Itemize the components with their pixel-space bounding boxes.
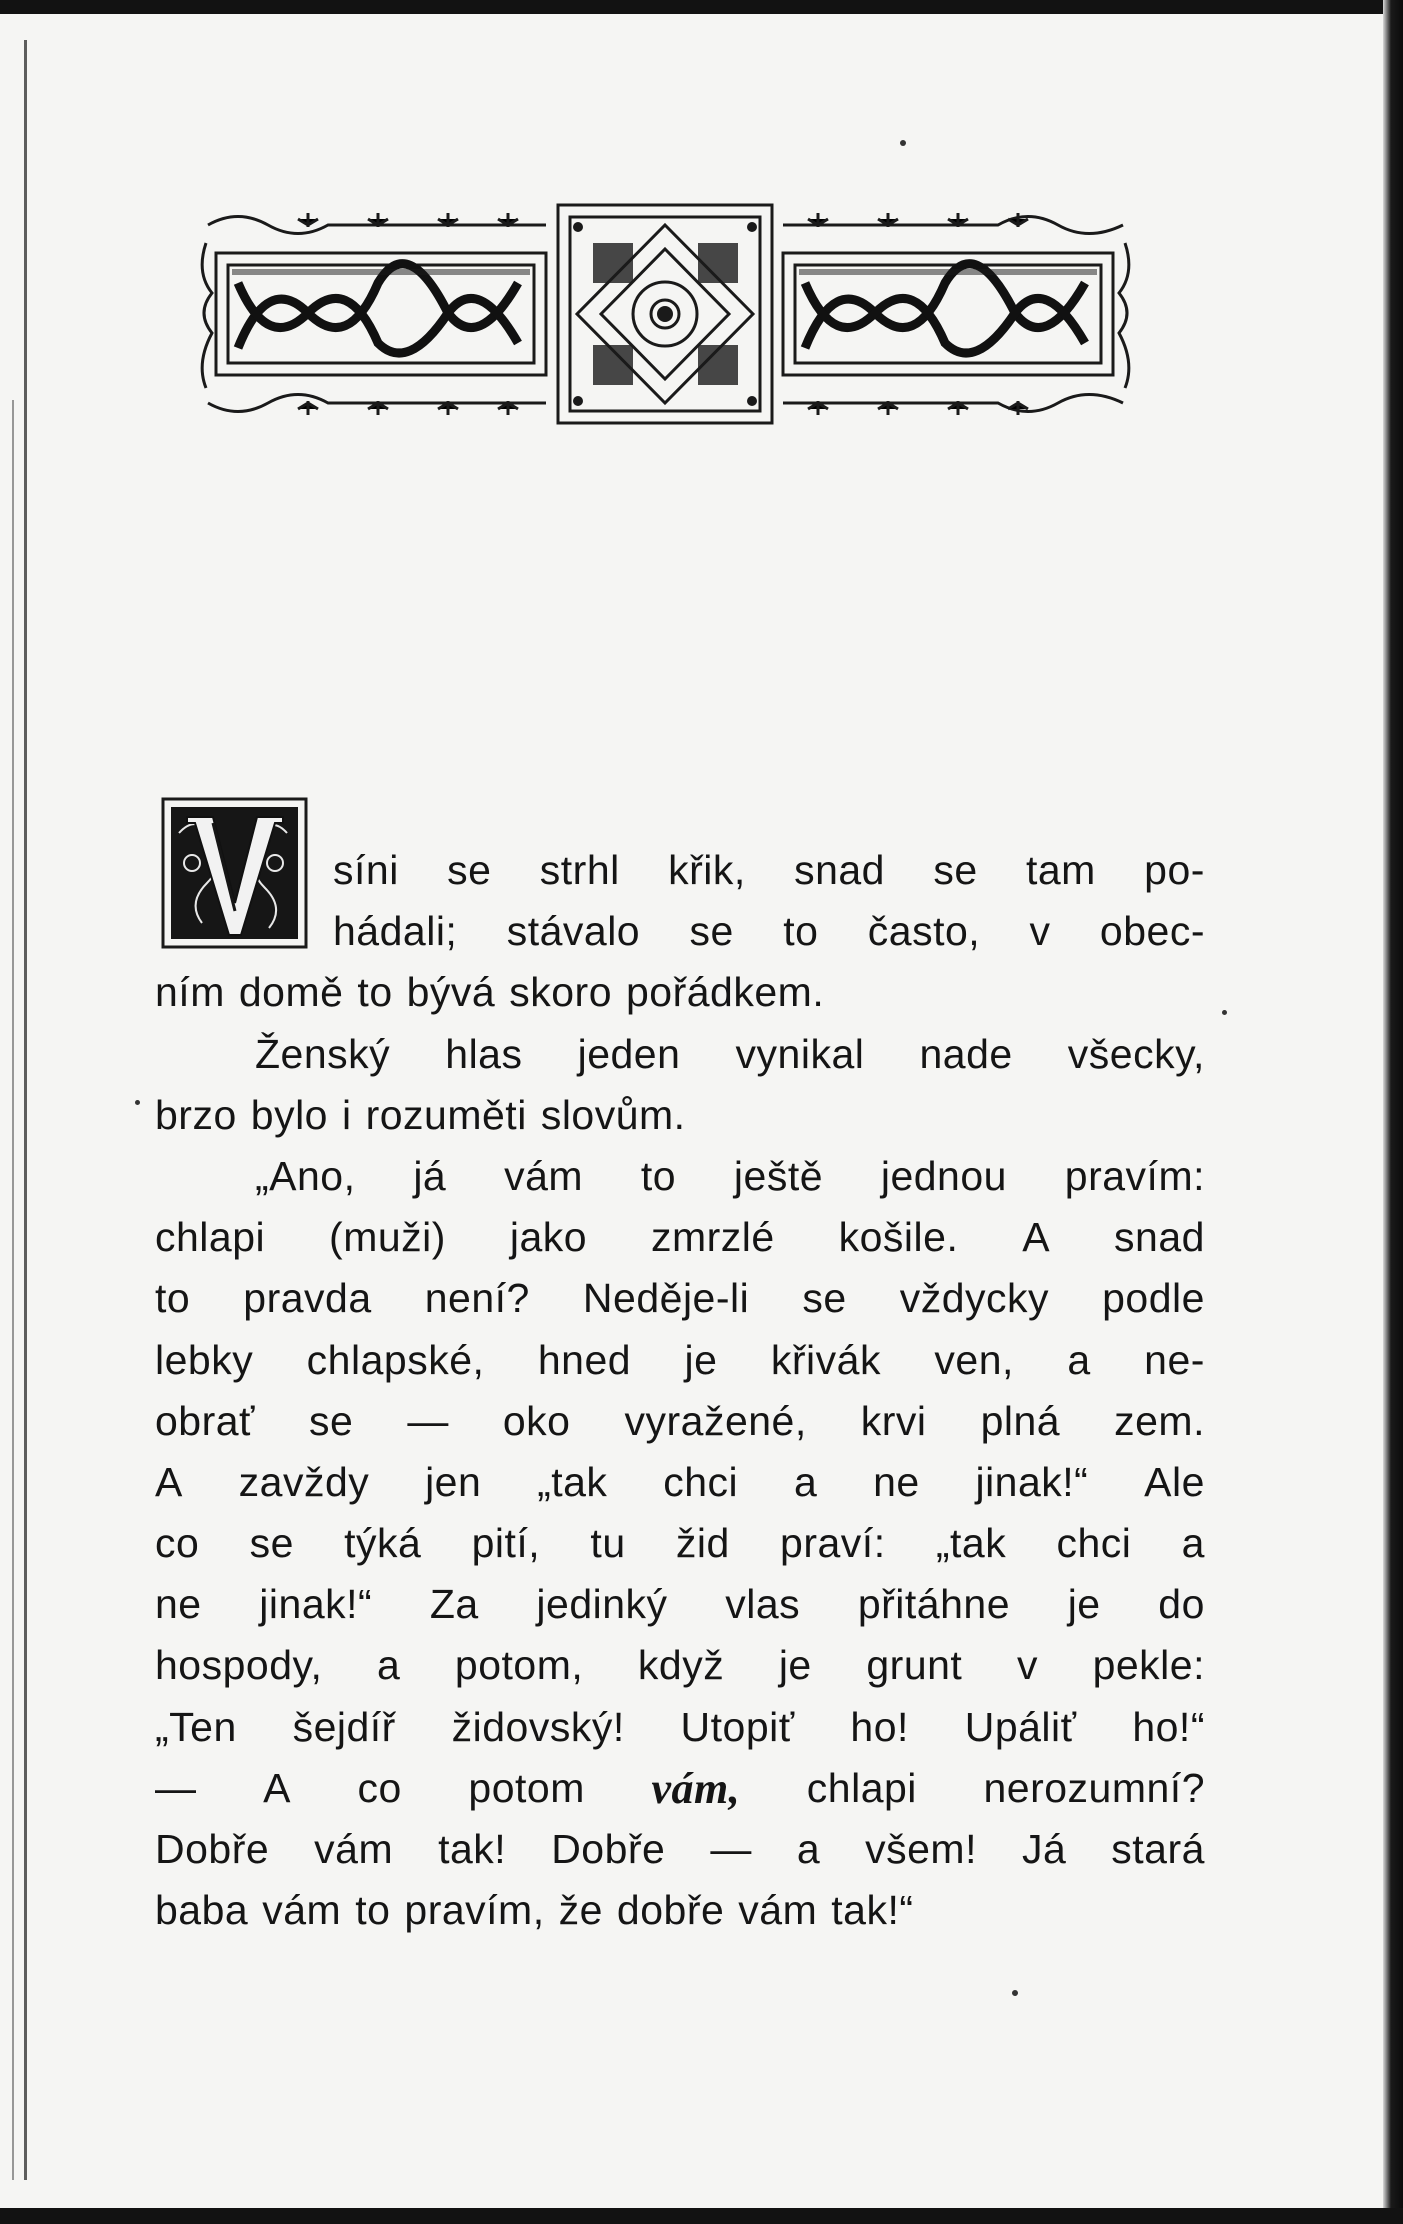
word: a <box>793 1458 818 1505</box>
word: zem. <box>1114 1397 1205 1444</box>
word: zmrzlé <box>650 1214 775 1261</box>
word: tu <box>590 1520 626 1567</box>
word: strhl <box>539 847 620 893</box>
word: ním <box>155 969 225 1016</box>
spine-line <box>24 40 27 2180</box>
word: to <box>155 1275 191 1322</box>
text-line <box>155 1024 1205 1085</box>
word: chlapi <box>806 1764 917 1811</box>
word: je <box>1067 1581 1101 1628</box>
word: v <box>1016 1642 1038 1689</box>
word: stará <box>1111 1826 1205 1872</box>
text-line <box>155 1574 1205 1635</box>
word: plná <box>980 1397 1061 1444</box>
word: Dobře <box>155 1826 270 1872</box>
word: se <box>447 847 492 893</box>
word: slovům. <box>540 1091 686 1138</box>
word: lebky <box>155 1336 254 1383</box>
word: týká <box>344 1520 422 1567</box>
scan-speck <box>900 140 906 146</box>
word: vám <box>738 1887 818 1934</box>
word: jeden <box>577 1030 681 1077</box>
word: pořádkem. <box>626 969 825 1016</box>
paragraph-2 <box>155 1024 1205 1146</box>
word: chlapi <box>155 1214 266 1261</box>
paragraph-1 <box>155 840 1205 1024</box>
word: grunt <box>866 1642 963 1689</box>
word: jinak!“ <box>259 1581 373 1628</box>
word: baba <box>155 1887 249 1934</box>
scan-edge-bottom <box>0 2208 1403 2224</box>
word: to <box>355 1887 391 1934</box>
word: stávalo <box>506 908 641 955</box>
word: pravda <box>243 1275 372 1322</box>
word: domě <box>238 969 344 1016</box>
word: po- <box>1144 847 1205 893</box>
word: vyražené, <box>624 1397 807 1444</box>
word: a <box>376 1642 401 1689</box>
word: vynikal <box>735 1030 865 1077</box>
word: košile. <box>838 1214 959 1261</box>
word: hospody, <box>155 1642 323 1689</box>
word: jako <box>509 1214 588 1261</box>
word: se <box>249 1520 294 1567</box>
scan-speck <box>1012 1990 1018 1996</box>
text-line <box>155 1085 1205 1146</box>
word: vlas <box>725 1581 801 1628</box>
word: já <box>413 1152 447 1199</box>
scan-speck <box>135 1100 140 1105</box>
word: pravím: <box>1064 1152 1205 1199</box>
word: — <box>710 1826 752 1872</box>
body-text <box>155 840 1205 1941</box>
word: a <box>1181 1520 1205 1567</box>
text-line <box>155 840 1205 901</box>
word: hned <box>537 1336 632 1383</box>
text-line <box>155 1452 1205 1513</box>
text-line <box>155 962 1205 1023</box>
word: jednou <box>880 1152 1007 1199</box>
word: bývá <box>406 969 496 1016</box>
word: vám, <box>651 1763 741 1813</box>
word: a <box>796 1826 821 1872</box>
text-line <box>155 1268 1205 1329</box>
word: bylo <box>250 1091 328 1138</box>
word: hádali; <box>333 908 458 955</box>
word: do <box>1158 1581 1205 1628</box>
word: ještě <box>733 1152 824 1199</box>
word: ven, <box>934 1336 1014 1383</box>
word: jedinký <box>536 1581 668 1628</box>
word: chci <box>1056 1520 1132 1567</box>
word: hlas <box>445 1030 523 1077</box>
text-line <box>155 1819 1205 1880</box>
word: Za <box>429 1581 479 1628</box>
word: „tak <box>935 1520 1007 1567</box>
word: je <box>684 1336 718 1383</box>
decorative-headpiece <box>198 203 1133 425</box>
spine-shadow <box>12 400 14 2180</box>
word: „Ten <box>155 1703 237 1750</box>
text-line <box>155 1207 1205 1268</box>
word: tam <box>1025 847 1096 893</box>
word: brzo <box>155 1091 237 1138</box>
word: podle <box>1102 1275 1205 1322</box>
word: Já <box>1021 1826 1067 1872</box>
word: snad <box>794 847 885 893</box>
word: křivák <box>770 1336 881 1383</box>
word: to <box>640 1152 677 1199</box>
word: skoro <box>509 969 612 1016</box>
scan-edge-top <box>0 0 1403 14</box>
word: se <box>308 1397 354 1444</box>
paragraph-3 <box>155 1146 1205 1941</box>
word: Upáliť <box>964 1703 1077 1750</box>
word: (muži) <box>329 1214 446 1261</box>
word: vám <box>504 1152 584 1199</box>
word: nade <box>919 1030 1013 1077</box>
word: šejdíř <box>292 1703 396 1750</box>
word: žid <box>675 1520 730 1567</box>
word: není? <box>424 1275 530 1322</box>
word: i <box>341 1091 352 1138</box>
text-line <box>155 1880 1205 1941</box>
scan-edge-right <box>1383 0 1403 2224</box>
word: Utopiť <box>680 1703 795 1750</box>
text-line <box>155 1635 1205 1696</box>
word: obrať <box>155 1397 255 1444</box>
text-line <box>155 1513 1205 1574</box>
word: co <box>357 1764 402 1811</box>
scan-speck <box>1222 1010 1227 1015</box>
word: pravím, <box>404 1887 545 1934</box>
word: chlapské, <box>306 1336 485 1383</box>
word: Ale <box>1144 1458 1205 1505</box>
word: oko <box>502 1397 571 1444</box>
word: chci <box>663 1458 739 1505</box>
word: Dobře <box>551 1826 666 1872</box>
word: se <box>933 847 978 893</box>
word: že <box>558 1887 603 1934</box>
word: přitáhne <box>857 1581 1010 1628</box>
word: — <box>407 1397 449 1444</box>
word: křik, <box>668 847 746 893</box>
text-line <box>155 1697 1205 1758</box>
text-line <box>155 1330 1205 1391</box>
word: se <box>689 908 734 955</box>
word: ho!“ <box>1132 1703 1205 1750</box>
text-line <box>155 1391 1205 1452</box>
word: jinak!“ <box>975 1458 1089 1505</box>
word: často, <box>867 908 981 955</box>
word: zavždy <box>238 1458 370 1505</box>
word: A <box>155 1458 183 1505</box>
word: co <box>155 1520 200 1567</box>
word: síni <box>333 847 399 893</box>
word: se <box>802 1275 847 1322</box>
text-line-with-emphasis <box>155 1758 1205 1819</box>
word: pekle: <box>1092 1642 1205 1689</box>
word: tak! <box>438 1826 507 1872</box>
word: ne- <box>1144 1336 1205 1383</box>
word: A <box>263 1764 291 1811</box>
text-line <box>155 901 1205 962</box>
word: potom <box>468 1764 585 1811</box>
word: obec- <box>1099 908 1205 955</box>
word: ne <box>155 1581 202 1628</box>
word: dobře <box>616 1887 725 1934</box>
word: Neděje-li <box>582 1275 750 1322</box>
word: to <box>357 969 393 1016</box>
word: všem! <box>865 1826 977 1872</box>
word: jen <box>425 1458 482 1505</box>
word: praví: <box>780 1520 886 1567</box>
word: když <box>637 1642 725 1689</box>
word: ho! <box>850 1703 909 1750</box>
word: tak!“ <box>831 1887 914 1934</box>
word: rozuměti <box>365 1091 527 1138</box>
word: snad <box>1114 1214 1205 1261</box>
word: židovský! <box>451 1703 625 1750</box>
word: A <box>1022 1214 1051 1261</box>
word: v <box>1029 908 1051 955</box>
word: pití, <box>471 1520 541 1567</box>
word: a <box>1067 1336 1091 1383</box>
word: všecky, <box>1067 1030 1205 1077</box>
word: vám <box>314 1826 394 1872</box>
word: — <box>155 1764 197 1811</box>
word: vždycky <box>899 1275 1050 1322</box>
word: je <box>778 1642 812 1689</box>
word: Ženský <box>255 1030 391 1077</box>
word: potom, <box>454 1642 584 1689</box>
word: nerozumní? <box>983 1764 1205 1811</box>
word: to <box>783 908 819 955</box>
word: ne <box>873 1458 920 1505</box>
word: vám <box>262 1887 342 1934</box>
text-line <box>155 1146 1205 1207</box>
word: „tak <box>537 1458 608 1505</box>
word: „Ano, <box>255 1152 356 1199</box>
word: krvi <box>860 1397 927 1444</box>
